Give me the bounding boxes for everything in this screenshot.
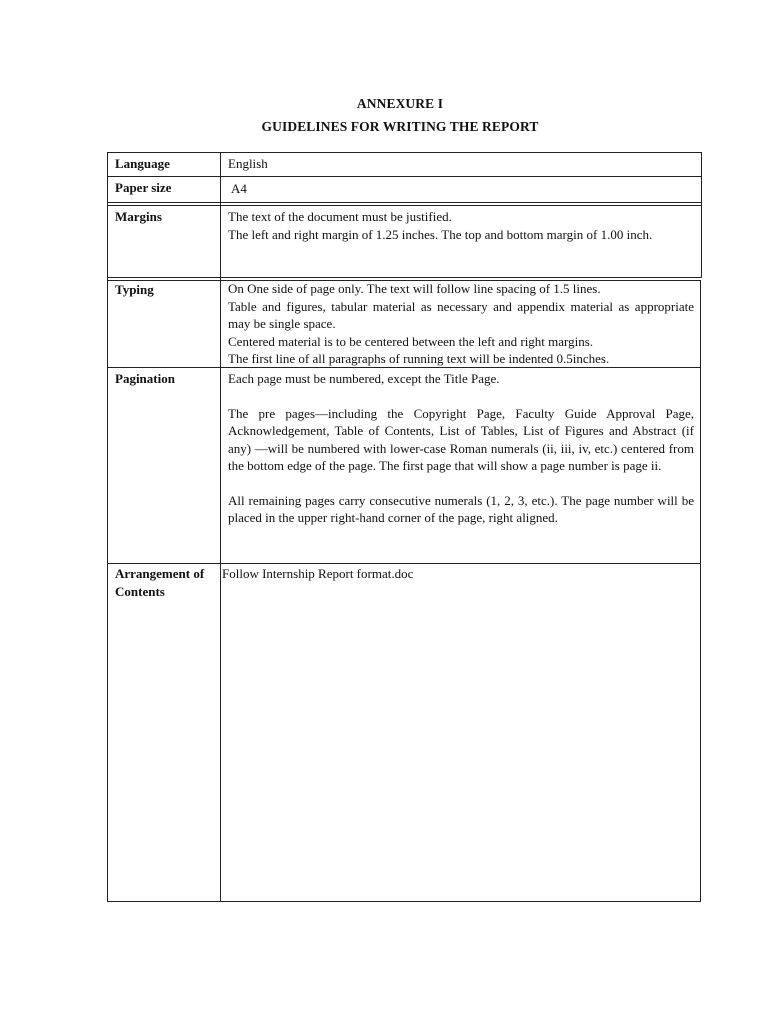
row-value-arrangement: Follow Internship Report format.doc xyxy=(222,566,414,581)
row-label-arrangement: Arrangement of Contents xyxy=(115,566,205,599)
document-title: GUIDELINES FOR WRITING THE REPORT xyxy=(261,119,539,134)
row-label-typing: Typing xyxy=(115,282,154,297)
table-border-left xyxy=(107,152,108,902)
row-divider xyxy=(107,277,702,278)
typing-line: The first line of all paragraphs of running text will be indented 0.5inches. xyxy=(228,351,610,366)
table-border-bottom xyxy=(107,901,701,902)
annexure-heading: ANNEXURE I xyxy=(356,96,444,111)
row-divider xyxy=(107,202,702,203)
row-divider xyxy=(107,176,702,177)
row-label-margins: Margins xyxy=(115,209,162,224)
row-label-pagination: Pagination xyxy=(115,371,175,386)
row-value-language: English xyxy=(228,156,268,171)
row-label-language: Language xyxy=(115,156,170,171)
pagination-paragraph: Each page must be numbered, except the Title Page. xyxy=(228,371,500,386)
table-border-top xyxy=(107,152,702,153)
table-border-right xyxy=(701,152,702,278)
typing-line: Table and figures, tabular material as necessary and appendix material as appropriate may be single space. xyxy=(228,298,694,331)
row-value-pagination xyxy=(228,370,694,527)
margins-line: The left and right margin of 1.25 inches. The top and bottom margin of 1.00 inch. xyxy=(228,226,653,242)
row-value-typing xyxy=(228,280,694,368)
row-value-paper-size: A4 xyxy=(231,181,247,196)
column-divider xyxy=(220,152,221,902)
guidelines-table xyxy=(107,152,702,902)
row-label-paper-size: Paper size xyxy=(115,180,172,195)
pagination-paragraph: The pre pages—including the Copyright Page, Faculty Guide Approval Page, Acknowledgement, Table of Contents, List of Tables, List of Figures and Abstract (if any) —will be numbered with lower-case Roman numerals (ii, iii, iv, etc.) centered from the bottom edge of the page. The first page that will show a page number is page ii. xyxy=(228,405,694,473)
row-divider xyxy=(107,563,701,564)
pagination-paragraph: All remaining pages carry consecutive numerals (1, 2, 3, etc.). The page number will be placed in the upper right-hand corner of the page, right aligned. xyxy=(228,492,694,525)
typing-line: Centered material is to be centered between the left and right margins. xyxy=(228,333,594,349)
table-border-right xyxy=(700,280,701,902)
margins-line: The text of the document must be justified. xyxy=(228,209,452,224)
row-divider xyxy=(107,205,702,206)
row-value-margins xyxy=(228,208,694,243)
typing-line: On One side of page only. The text will follow line spacing of 1.5 lines. xyxy=(228,281,601,296)
